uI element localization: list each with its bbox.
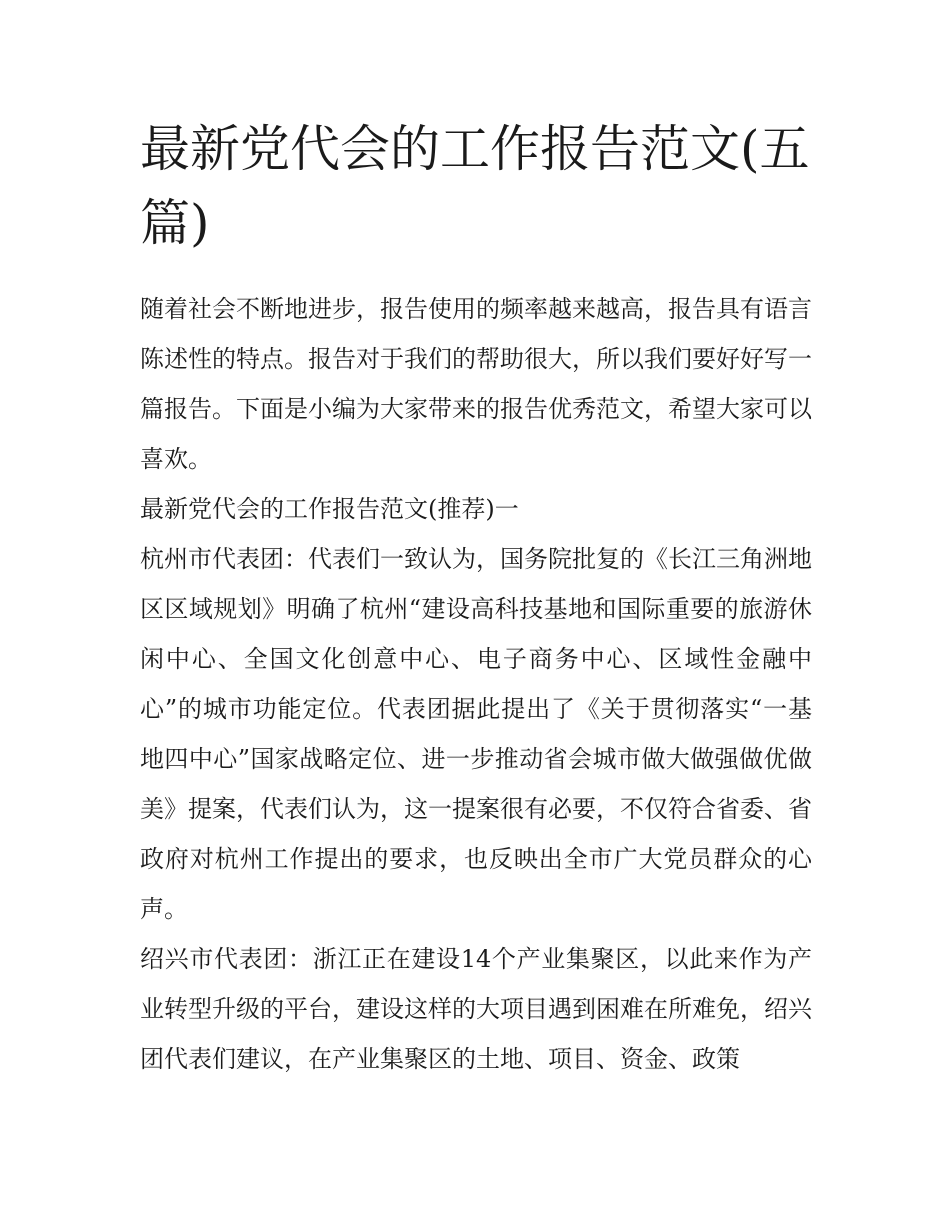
document-title: 最新党代会的工作报告范文(五篇) [140,120,810,252]
body-paragraph-shaoxing: 绍兴市代表团：浙江正在建设14个产业集聚区，以此来作为产业转型升级的平台，建设这样的大项目遇到困难在所难免，绍兴团代表们建议，在产业集聚区的土地、项目、资金、政策 [140,945,812,1073]
document-page [140,112,812,1084]
intro-paragraph: 随着社会不断地进步，报告使用的频率越来越高，报告具有语言陈述性的特点。报告对于我们的帮助很大，所以我们要好好写一篇报告。下面是小编为大家带来的报告优秀范文，希望大家可以喜欢。 [140,295,812,473]
section-heading: 最新党代会的工作报告范文(推荐)一 [140,495,519,523]
body-paragraph-hangzhou: 杭州市代表团：代表们一致认为，国务院批复的《长江三角洲地区区域规划》明确了杭州“建设高科技基地和国际重要的旅游休闲中心、全国文化创意中心、电子商务中心、区域性金融中心”的城市功能定位。代表团据此提出了《关于贯彻落实“一基地四中心”国家战略定位、进一步推动省会城市做大做强做优做美》提案，代表们认为，这一提案很有必要，不仅符合省委、省政府对杭州工作提出的要求，也反映出全市广大党员群众的心声。 [140,545,812,923]
